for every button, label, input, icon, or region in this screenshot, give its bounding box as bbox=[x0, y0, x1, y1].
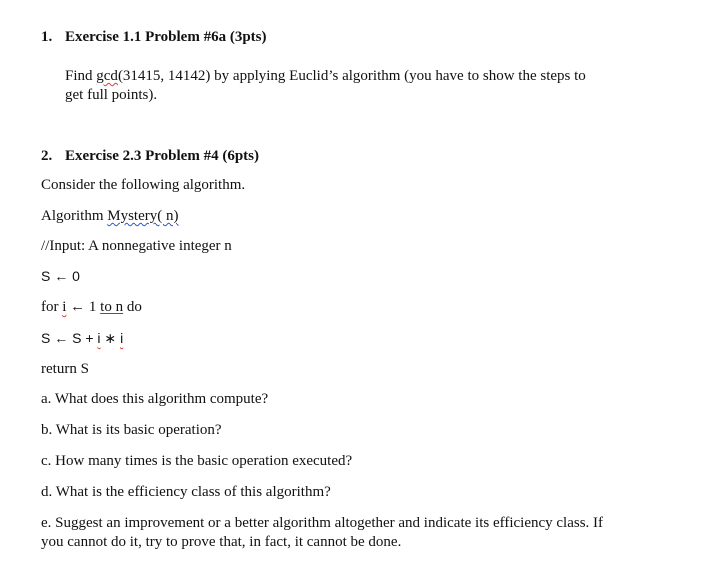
s-update-i2: i bbox=[120, 330, 124, 346]
for-do: do bbox=[123, 299, 142, 315]
for-var: i bbox=[62, 299, 67, 315]
for-range: to n bbox=[100, 299, 124, 315]
q1-title: Exercise 1.1 Problem #6a (3pts) bbox=[65, 29, 267, 45]
q1-number: 1. bbox=[41, 29, 53, 45]
q2-s-init: S ← 0 bbox=[41, 268, 80, 284]
q1-heading bbox=[41, 28, 267, 47]
q2-number: 2. bbox=[41, 148, 53, 164]
q2-question-b: b. What is its basic operation? bbox=[41, 422, 222, 438]
q2-for-line bbox=[41, 298, 142, 317]
algo-prefix: Algorithm bbox=[41, 208, 108, 224]
q2-intro: Consider the following algorithm. bbox=[41, 177, 246, 193]
q2-algorithm-header bbox=[41, 207, 179, 226]
q2-question-d: d. What is the efficiency class of this algorithm? bbox=[41, 484, 331, 500]
for-assign: ← 1 bbox=[66, 299, 101, 315]
q2-question-c: c. How many times is the basic operation executed? bbox=[41, 453, 353, 469]
q1-text-line1 bbox=[65, 67, 586, 86]
q2-title: Exercise 2.3 Problem #4 (6pts) bbox=[65, 148, 259, 164]
s-update-prefix: S ← S + bbox=[41, 330, 98, 346]
algo-name: Mystery( n) bbox=[107, 208, 179, 224]
s-update-i1: i bbox=[97, 330, 101, 346]
for-keyword: for bbox=[41, 299, 63, 315]
q2-question-e-line1: e. Suggest an improvement or a better algorithm altogether and indicate its efficiency class. If bbox=[41, 515, 604, 531]
q1-gcd: gcd bbox=[96, 68, 118, 84]
q1-text-line2: get full points). bbox=[65, 87, 158, 103]
q2-heading bbox=[41, 147, 259, 166]
q1-find: Find bbox=[65, 68, 97, 84]
q2-s-update bbox=[41, 329, 123, 348]
q2-question-a: a. What does this algorithm compute? bbox=[41, 391, 269, 407]
q2-return: return S bbox=[41, 361, 89, 377]
q1-rest: (31415, 14142) by applying Euclid’s algorithm (you have to show the steps to bbox=[117, 68, 586, 84]
s-update-star: ∗ bbox=[100, 330, 121, 346]
q2-question-e-line2: you cannot do it, try to prove that, in fact, it cannot be done. bbox=[41, 534, 402, 550]
q2-input-comment: //Input: A nonnegative integer n bbox=[41, 238, 232, 254]
